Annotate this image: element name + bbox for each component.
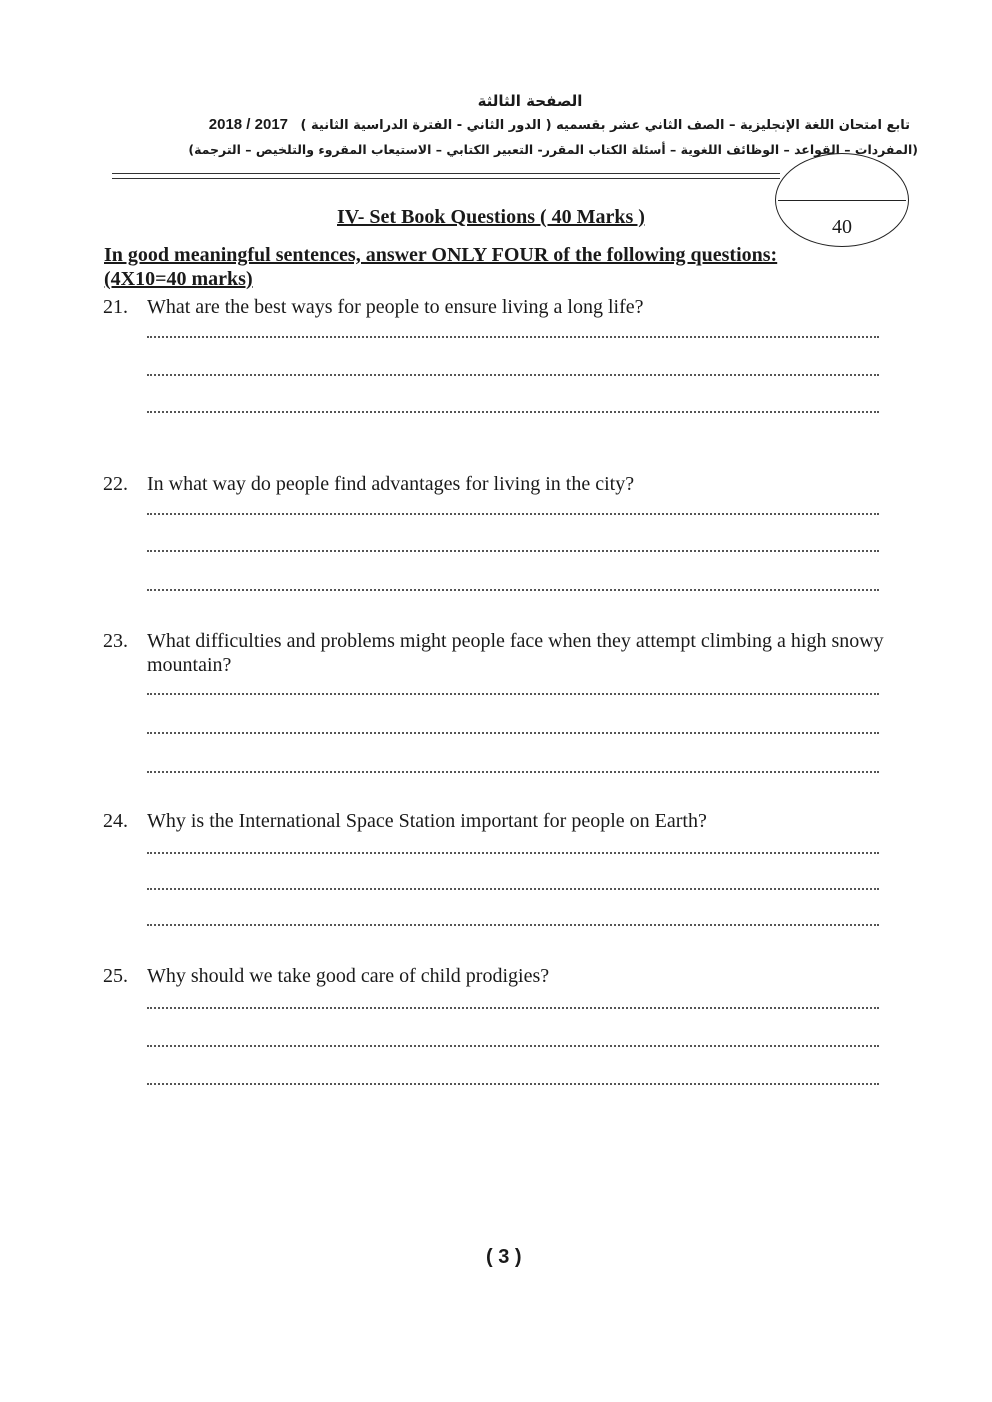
answer-line[interactable] (147, 411, 879, 413)
answer-line[interactable] (147, 1045, 879, 1047)
question-text: Why should we take good care of child prodigies? (147, 965, 550, 987)
question-text: What difficulties and problems might people face when they attempt climbing a high snowy mountain? (147, 630, 884, 676)
question-text: Why is the International Space Station important for people on Earth? (147, 810, 707, 832)
answer-line[interactable] (147, 924, 879, 926)
exam-year: 2018 / 2017 (208, 116, 289, 133)
answer-line[interactable] (147, 888, 879, 890)
header-divider (112, 173, 780, 174)
page-number: ( 3 ) (486, 1246, 522, 1268)
section-heading: IV- Set Book Questions ( 40 Marks ) (337, 206, 645, 228)
answer-line[interactable] (147, 1083, 879, 1085)
question-text: In what way do people find advantages for living in the city? (147, 473, 635, 495)
question-number: 24. (103, 810, 128, 832)
exam-line: تابع امتحان اللغة الإنجليزية – الصف الثاني عشر بقسميه ( الدور الثاني - الفترة الدراسية الثانية ) (300, 118, 910, 133)
question-number: 22. (103, 473, 128, 495)
answer-line[interactable] (147, 1007, 879, 1009)
header-divider (112, 178, 780, 179)
exam-title (120, 116, 910, 133)
answer-line[interactable] (147, 589, 879, 591)
question-number: 23. (103, 630, 128, 652)
answer-line[interactable] (147, 550, 879, 552)
answer-line[interactable] (147, 771, 879, 773)
question-text: What are the best ways for people to ensure living a long life? (147, 296, 644, 318)
answer-line[interactable] (147, 732, 879, 734)
section-instructions: In good meaningful sentences, answer ONLY FOUR of the following questions: (4X10=40 marks) (104, 244, 778, 290)
answer-line[interactable] (147, 513, 879, 515)
question-number: 25. (103, 965, 128, 987)
exam-contents: (المفردات – القواعد – الوظائف اللغوية – أسئلة الكتاب المقرر- التعبير الكتابي – الاستيعاب المقروء والتلخيص – الترجمة) (188, 142, 918, 157)
question-number: 21. (103, 296, 128, 318)
score-total: 40 (832, 216, 852, 238)
page-label: الصفحة الثالثة (477, 92, 583, 110)
answer-line[interactable] (147, 336, 879, 338)
answer-line[interactable] (147, 693, 879, 695)
answer-line[interactable] (147, 374, 879, 376)
answer-line[interactable] (147, 852, 879, 854)
